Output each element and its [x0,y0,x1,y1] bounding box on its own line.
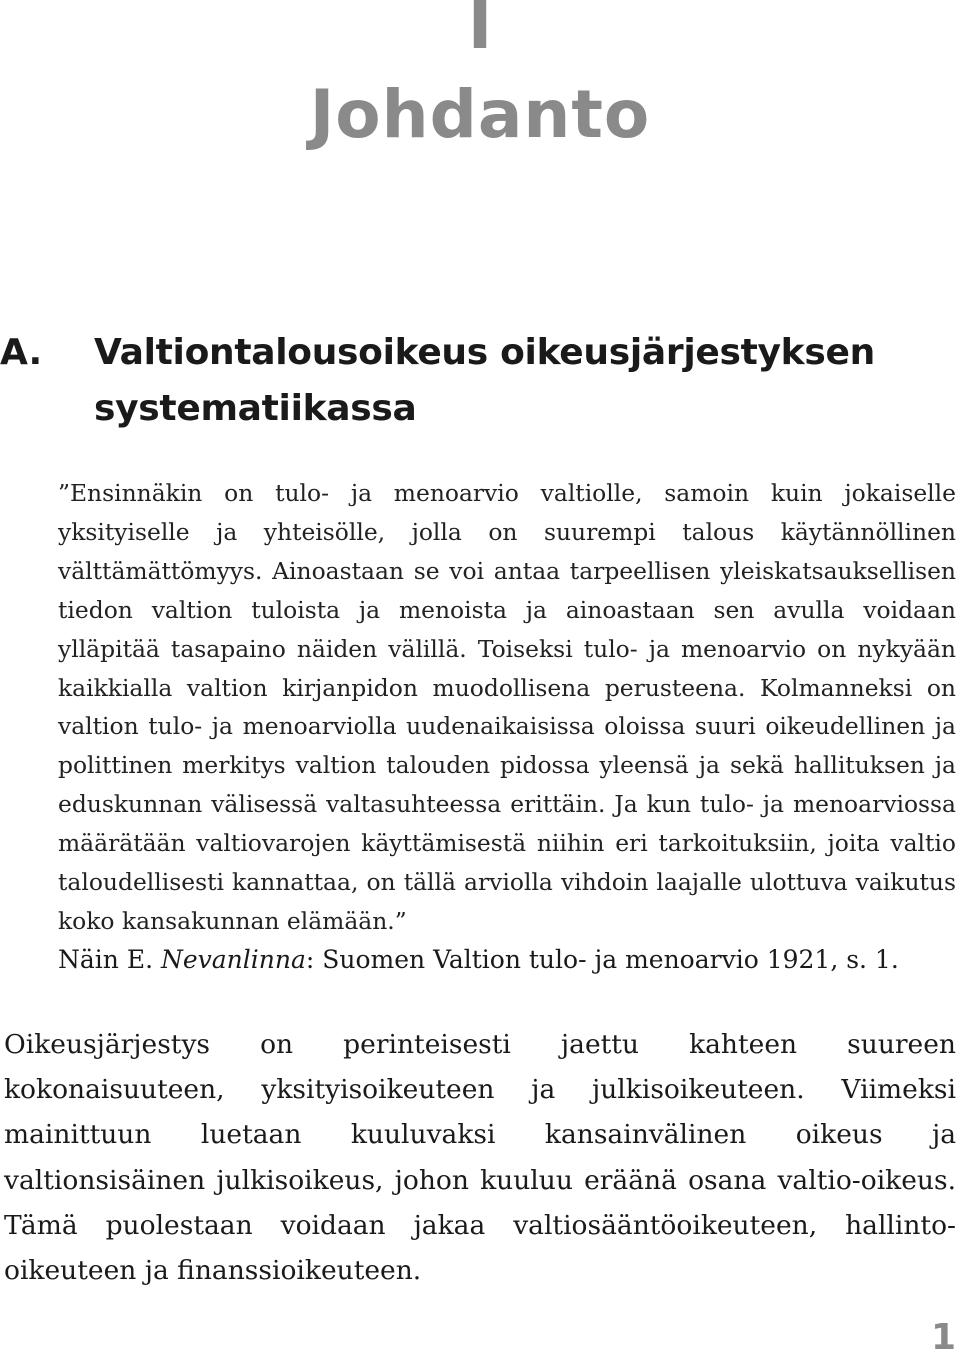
chapter-number: I [467,0,493,64]
citation-author: Nevanlinna [160,945,306,974]
section-title: Valtiontalousoikeus oikeusjärjestyksen systematiikassa [94,332,875,429]
section-letter: A. [0,332,43,373]
quote-citation [58,937,956,983]
body-paragraph: Oikeusjärjestys on perinteisesti jaettu kahteen suureen kokonaisuuteen, yksityisoikeuteen ja julkisoikeuteen. Viimeksi mainittuun luetaan kuuluvaksi kansainvälinen oikeus ja valtionsisäinen julkisoikeus, johon kuuluu eräänä osana valtio-oikeus. Tämä puolestaan voidaan jakaa valtiosääntöoikeuteen, hallinto-oikeuteen ja finanssioikeuteen. [4,1029,956,1287]
citation-source: : Suomen Valtion tulo- ja menoarvio 1921, s. 1. [305,945,899,974]
page-number: 1 [930,1317,956,1358]
citation-prefix: Näin E. [58,945,161,974]
block-quote: ”Ensinnäkin on tulo- ja menoarvio valtiolle, samoin kuin jokaiselle yksityiselle ja yhteisölle, jolla on suurempi talous käytännöllinen välttämättömyys. Ainoastaan se voi antaa tarpeellisen yleiskatsauksellisen tiedon valtion tuloista ja menoista ja ainoastaan sen avulla voidaan ylläpitää tasapaino näiden välillä. Toiseksi tulo- ja menoarvio on nykyään kaikkialla valtion kirjanpidon muodollisena perusteena. Kolmanneksi on valtion tulo- ja menoarviolla uudenaikaisissa oloissa suuri oikeudellinen ja polittinen merkitys valtion talouden pidossa yleensä ja sekä hallituksen ja eduskunnan välisessä valtasuhteessa erittäin. Ja kun tulo- ja menoarviossa määrätään valtiovarojen käyttämisestä niihin eri tarkoituksiin, joita valtio taloudellisesti kannattaa, on tällä arviolla vihdoin laajalle ulottuva vaikutus koko kansakunnan elämään.” [58,479,956,935]
chapter-title: Johdanto [309,76,651,153]
